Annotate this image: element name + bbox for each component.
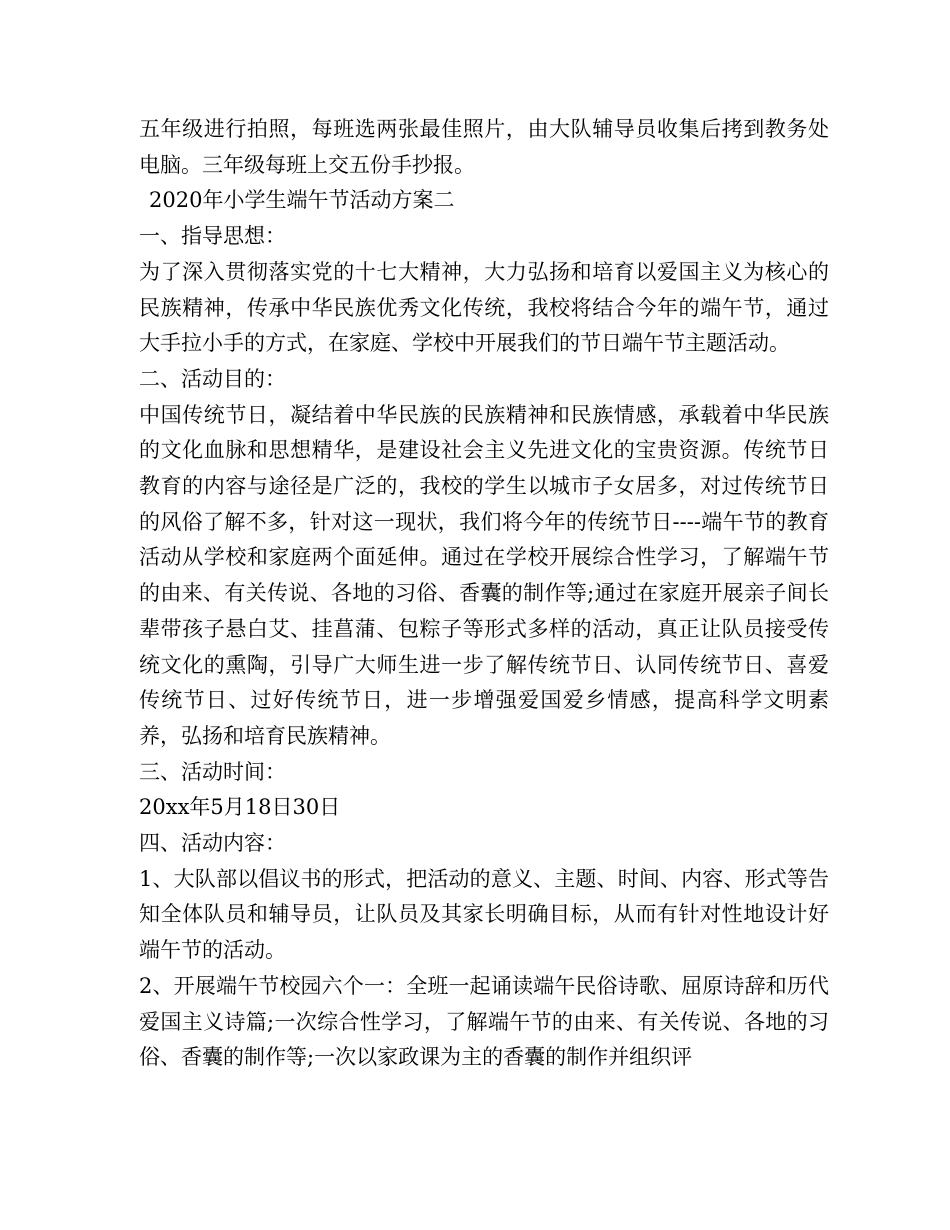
paragraph-guiding-thought: 为了深入贯彻落实党的十七大精神，大力弘扬和培育以爱国主义为核心的民族精神，传承中华民族优秀文化传统，我校将结合今年的端午节，通过大手拉小手的方式，在家庭、学校中开展我们的节日端午节主题活动。	[139, 259, 829, 356]
paragraph-activity-purpose: 中国传统节日，凝结着中华民族的民族精神和民族情感，承载着中华民族的文化血脉和思想精华，是建设社会主义先进文化的宝贵资源。传统节日教育的内容与途径是广泛的，我校的学生以城市子女居多，对过传统节日的风俗了解不多，针对这一现状，我们将今年的传统节日----端午节的教育活动从学校和家庭两个面延伸。通过在学校开展综合性学习，了解端午节的由来、有关传说、各地的习俗、香囊的制作等;通过在家庭开展亲子间长辈带孩子悬白艾、挂菖蒲、包粽子等形式多样的活动，真正让队员接受传统文化的熏陶，引导广大师生进一步了解传统节日、认同传统节日、喜爱传统节日、过好传统节日，进一步增强爱国爱乡情感，提高科学文明素养，弘扬和培育民族精神。	[139, 402, 829, 748]
section-heading-activity-content: 四、活动内容：	[139, 831, 286, 856]
paragraph-photo-collection: 五年级进行拍照，每班选两张最佳照片，由大队辅导员收集后拷到教务处电脑。三年级每班上交五份手抄报。	[139, 117, 829, 177]
paragraph-content-item-1: 1、大队部以倡议书的形式，把活动的意义、主题、时间、内容、形式等告知全体队员和辅导员，让队员及其家长明确目标，从而有针对性地设计好端午节的活动。	[139, 866, 829, 963]
paragraph-activity-time: 20xx年5月18日30日	[139, 795, 341, 820]
section-heading-guiding-thought: 一、指导思想：	[139, 224, 286, 249]
section-heading-activity-time: 三、活动时间：	[139, 759, 286, 784]
section-heading-activity-purpose: 二、活动目的：	[139, 366, 286, 391]
paragraph-content-item-2: 2、开展端午节校园六个一：全班一起诵读端午民俗诗歌、屈原诗辞和历代爱国主义诗篇;一次综合性学习，了解端午节的由来、有关传说、各地的习俗、香囊的制作等;一次以家政课为主的香囊的制作并组织评	[139, 973, 829, 1070]
document-body	[139, 112, 829, 1076]
plan-title: 2020年小学生端午节活动方案二	[149, 188, 455, 213]
